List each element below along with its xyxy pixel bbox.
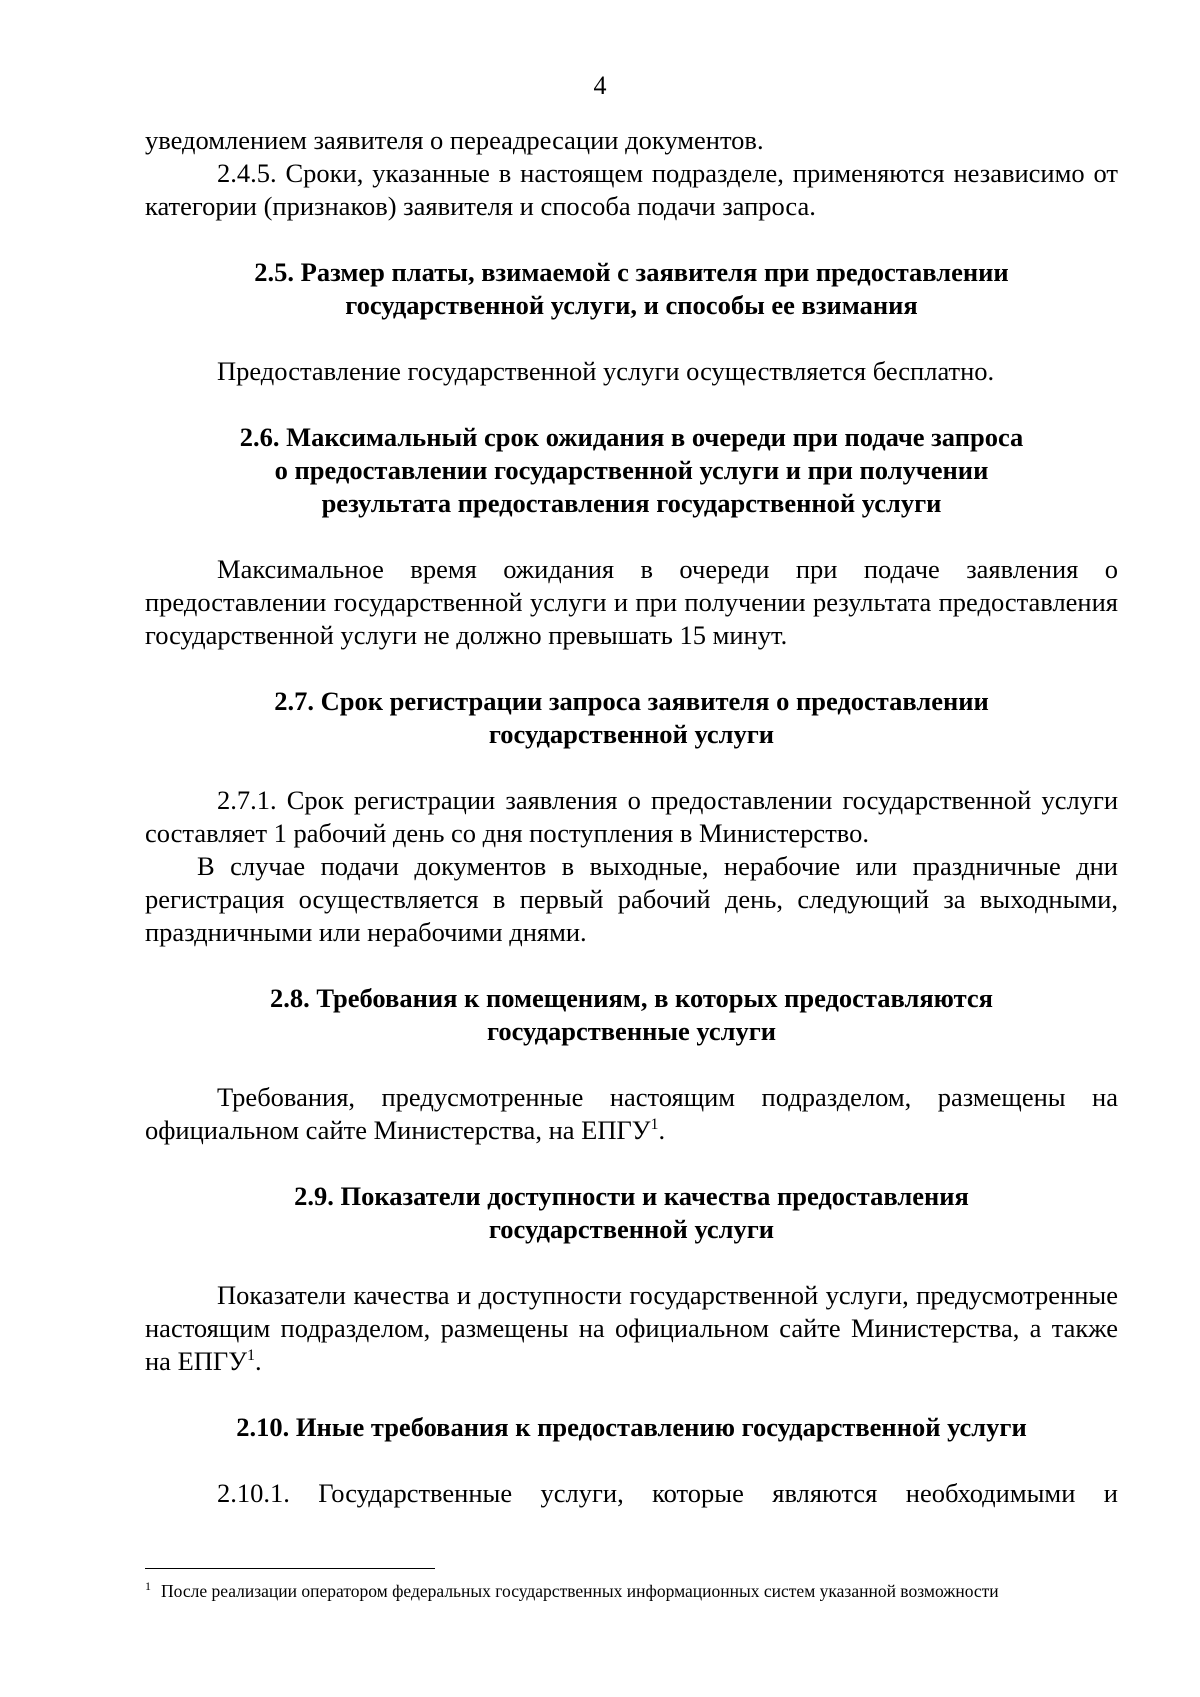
spacer — [145, 223, 1118, 256]
heading-2-5-line-1: 2.5. Размер платы, взимаемой с заявителя при предоставлении — [254, 257, 1009, 287]
heading-2-10 — [145, 1411, 1118, 1444]
footnote — [145, 1580, 1118, 1602]
heading-2-7-line-2: государственной услуги — [488, 719, 775, 749]
heading-2-6-line-2: о предоставлении государственной услуги и при получении — [274, 455, 989, 485]
paragraph-2-4-5: 2.4.5. Сроки, указанные в настоящем подразделе, применяются независимо от категории (признаков) заявителя и способа подачи запроса. — [145, 158, 1118, 221]
spacer — [145, 949, 1118, 982]
footnote-reference: 1 — [246, 1347, 255, 1365]
spacer — [145, 1048, 1118, 1081]
page-content — [145, 124, 1118, 1510]
spacer — [145, 1147, 1118, 1180]
heading-2-10-line-1: 2.10. Иные требования к предоставлению государственной услуги — [236, 1412, 1027, 1442]
paragraph-2-7-1: 2.7.1. Срок регистрации заявления о предоставлении государственной услуги составляет 1 рабочий день со дня поступления в Министерство. — [145, 785, 1118, 848]
paragraph-quality-text: Показатели качества и доступности государственной услуги, предусмотренные настоящим подразделом, размещены на официальном сайте Министерства, а также на ЕПГУ — [145, 1280, 1118, 1376]
heading-2-7 — [145, 685, 1118, 751]
paragraph-quality-indicators — [145, 1279, 1118, 1378]
heading-2-7-line-1: 2.7. Срок регистрации запроса заявителя о предоставлении — [274, 686, 989, 716]
heading-2-9-line-1: 2.9. Показатели доступности и качества предоставления — [294, 1181, 969, 1211]
spacer — [145, 652, 1118, 685]
spacer — [145, 1378, 1118, 1411]
paragraph-premises-text: Требования, предусмотренные настоящим подразделом, размещены на официальном сайте Министерства, на ЕПГУ — [145, 1082, 1118, 1145]
heading-2-8-line-1: 2.8. Требования к помещениям, в которых предоставляются — [269, 983, 994, 1013]
heading-2-5-line-2: государственной услуги, и способы ее взимания — [345, 290, 918, 320]
heading-2-8 — [145, 982, 1118, 1048]
paragraph-redirect-notice: уведомлением заявителя о переадресации документов. — [145, 125, 764, 155]
spacer — [145, 1246, 1118, 1279]
footnote-separator — [145, 1568, 435, 1569]
spacer — [145, 388, 1118, 421]
spacer — [145, 751, 1118, 784]
paragraph-holiday-registration: В случае подачи документов в выходные, нерабочие или праздничные дни регистрация осуществляется в первый рабочий день, следующий за выходными, праздничными или нерабочими днями. — [145, 851, 1118, 947]
heading-2-5 — [145, 256, 1118, 322]
paragraph-quality-end: . — [254, 1346, 262, 1376]
heading-2-8-line-2: государственные услуги — [486, 1016, 777, 1046]
spacer — [145, 520, 1118, 553]
heading-2-6 — [145, 421, 1118, 520]
footnote-text: После реализации оператором федеральных государственных информационных систем указанной возможности — [161, 1581, 999, 1601]
paragraph-free-of-charge: Предоставление государственной услуги осуществляется бесплатно. — [217, 356, 995, 386]
footnote-mark: 1 — [145, 1579, 151, 1594]
heading-2-9-line-2: государственной услуги — [488, 1214, 775, 1244]
paragraph-premises-requirements — [145, 1081, 1118, 1147]
paragraph-max-wait-time: Максимальное время ожидания в очереди при подаче заявления о предоставлении государственной услуги и при получении результата предоставления государственной услуги не должно превышать 15 минут. — [145, 554, 1118, 650]
paragraph-premises-end: . — [658, 1115, 666, 1145]
spacer — [145, 322, 1118, 355]
footnote-reference: 1 — [650, 1116, 659, 1134]
paragraph-2-10-1: 2.10.1. Государственные услуги, которые являются необходимыми и — [217, 1478, 1118, 1508]
spacer — [145, 1444, 1118, 1477]
heading-2-6-line-1: 2.6. Максимальный срок ожидания в очереди при подаче запроса — [239, 422, 1024, 452]
heading-2-9 — [145, 1180, 1118, 1246]
page-number: 4 — [593, 71, 607, 100]
heading-2-6-line-3: результата предоставления государственной услуги — [321, 488, 942, 518]
